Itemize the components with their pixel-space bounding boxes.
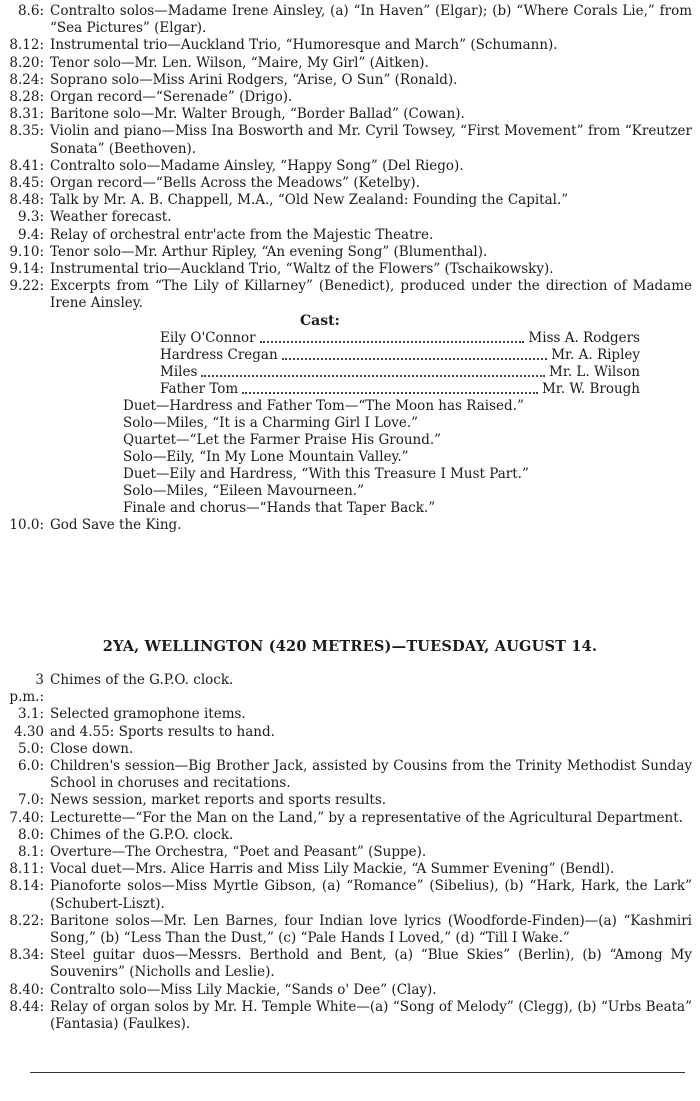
entry-line: Weather forecast.: [50, 209, 172, 226]
cast-actor: Miss A. Rodgers: [528, 329, 640, 346]
entry-line: Contralto solos—Madame Irene Ainsley, (a) “In Haven” (Elgar);: [50, 3, 488, 19]
entry-time: 4.30: [13, 723, 44, 740]
entry-text: [50, 158, 700, 175]
entry-text: [50, 947, 700, 981]
entry-line: Instrumental trio—Auckland Trio, “Humoresque and March” (Schumann).: [50, 37, 558, 54]
cast-row: [160, 330, 640, 347]
entry-time: 8.14:: [9, 878, 44, 895]
entry-line: God Save the King.: [50, 516, 182, 533]
entry-text: [50, 192, 700, 209]
entry-text: [50, 37, 700, 54]
entry-line: Chimes of the G.P.O. clock.: [50, 826, 234, 843]
programme-entry: [0, 672, 700, 706]
entry-time: 3 p.m.:: [9, 672, 44, 706]
entry-time: 8.45:: [9, 175, 44, 192]
entry-time: 8.24:: [9, 71, 44, 88]
entry-line: Organ record—“Bells Across the Meadows” (Ketelby).: [50, 175, 420, 192]
entry-text: [50, 706, 700, 723]
entry-text: [50, 3, 700, 37]
cast-role: Father Tom: [160, 380, 239, 397]
entry-line: (b) “Where Corals Lie,” from “Sea Pictures” (Elgar).: [50, 3, 692, 37]
entry-line: Close down.: [50, 740, 134, 757]
entry-time: 5.0:: [17, 740, 44, 757]
programme-entry: [0, 175, 700, 192]
programme-entry: [0, 517, 700, 534]
programme-entry: [0, 792, 700, 809]
musical-number: Solo—Miles, “Eileen Mavourneen.”: [123, 482, 364, 499]
dot-leader: [260, 341, 525, 343]
entry-line: Baritone solos—Mr. Len Barnes, four Indian love lyrics (Woodforde-Finden)—(a) “Kashmiri Song,” (b) “Less Than the Dust,” (c) “Pale Hands I Loved,” (d) “Till I Wake.”: [50, 912, 692, 947]
entry-text: [50, 724, 700, 741]
cast-role: Hardress Cregan: [160, 346, 278, 363]
entry-line: Tenor solo—Mr. Arthur Ripley, “An evening Song” (Blumenthal).: [50, 243, 488, 260]
programme-entry: [0, 227, 700, 244]
entry-text: [50, 89, 700, 106]
entry-text: [50, 175, 700, 192]
entry-line: Overture—The Orchestra, “Poet and Peasant” (Suppe).: [50, 844, 427, 861]
entry-line: Violin and piano—Miss Ina Bosworth and Mr. Cyril Towsey, “First Movement” from “Kreutzer Sonata” (Beethoven).: [50, 123, 692, 157]
entry-time: 8.31:: [9, 106, 44, 123]
programme-entry: [0, 89, 700, 106]
entry-text: [50, 792, 700, 809]
entry-text: [50, 261, 700, 278]
entry-time: 9.22:: [9, 278, 44, 295]
musical-number: Solo—Miles, “It is a Charming Girl I Love.”: [123, 414, 419, 431]
musical-number: Duet—Eily and Hardress, “With this Treasure I Must Part.”: [123, 465, 529, 482]
entry-text: [50, 244, 700, 261]
station-heading: 2YA, WELLINGTON (420 METRES)—TUESDAY, AUGUST 14.: [102, 638, 598, 655]
entry-time: 8.6:: [17, 3, 44, 19]
entry-time: 8.1:: [17, 844, 44, 861]
entry-text: [50, 982, 700, 999]
programme-2ya-wellington: [0, 672, 700, 1033]
entry-line: Soprano solo—Miss Arini Rodgers, “Arise, O Sun” (Ronald).: [50, 71, 458, 88]
programme-entry: [0, 947, 700, 981]
programme-entry: [0, 106, 700, 123]
entry-time: 8.48:: [9, 192, 44, 209]
programme-entry: [0, 209, 700, 226]
programme-entry: [0, 758, 700, 792]
entry-time: 8.40:: [9, 981, 44, 998]
cast-role: Eily O'Connor: [160, 329, 256, 346]
entry-time: 8.28:: [9, 89, 44, 106]
entry-time: 7.40:: [9, 809, 44, 826]
entry-text: [50, 278, 700, 312]
entry-time: 9.4:: [17, 226, 44, 243]
dot-leader: [242, 392, 538, 394]
programme-entry: [0, 810, 700, 827]
programme-1ya-continued: [0, 3, 700, 534]
cast-heading: Cast:: [300, 312, 340, 329]
entry-line: Relay of orchestral entr'acte from the Majestic Theatre.: [50, 226, 434, 243]
entry-text: [50, 106, 700, 123]
programme-entry: [0, 982, 700, 999]
musical-number: Quartet—“Let the Farmer Praise His Ground.”: [123, 431, 442, 448]
cast-actor: Mr. A. Ripley: [551, 346, 640, 363]
entry-line: Steel guitar duos—Messrs. Berthold and Bent, (a) “Blue Skies” (Berlin), (b) “Among My Souvenirs” (Nicholls and Leslie).: [50, 947, 692, 981]
entry-line: News session, market reports and sports results.: [50, 792, 387, 809]
entry-time: 8.20:: [9, 54, 44, 71]
programme-entry: [0, 706, 700, 723]
entry-text: [50, 123, 700, 157]
entry-line: Excerpts from “The Lily of Killarney” (Benedict), produced under the direction of Madame Irene Ainsley.: [50, 278, 692, 312]
entry-line: Selected gramophone items.: [50, 706, 246, 723]
programme-entry: [0, 123, 700, 157]
entry-line: Lecturette—“For the Man on the Land,” by a representative of the Agricultural Department.: [50, 809, 683, 826]
entry-text: [50, 672, 700, 689]
programme-entry: [0, 55, 700, 72]
entry-text: [50, 517, 700, 534]
entry-time: 10.0:: [9, 516, 44, 533]
entry-line: Tenor solo—Mr. Len. Wilson, “Maire, My Girl” (Aitken).: [50, 54, 429, 71]
programme-entry: [0, 844, 700, 861]
programme-entry: [0, 999, 700, 1033]
cast-row: [160, 347, 640, 364]
programme-entry: [0, 278, 700, 312]
entry-time: 8.12:: [9, 37, 44, 54]
entry-line: Contralto solo—Miss Lily Mackie, “Sands o' Dee” (Clay).: [50, 981, 437, 998]
programme-entry: [0, 913, 700, 947]
musical-number: Solo—Eily, “In My Lone Mountain Valley.”: [123, 448, 409, 465]
cast-row: [160, 381, 640, 398]
entry-time: 8.0:: [17, 826, 44, 843]
entry-time: 9.14:: [9, 261, 44, 278]
entry-line: Chimes of the G.P.O. clock.: [50, 672, 234, 688]
dot-leader: [282, 358, 548, 360]
musical-number: Finale and chorus—“Hands that Taper Back.”: [123, 499, 436, 516]
entry-time: 7.0:: [17, 792, 44, 809]
entry-text: [50, 227, 700, 244]
programme-entry: [0, 72, 700, 89]
entry-text: [50, 810, 700, 827]
entry-line: Baritone solo—Mr. Walter Brough, “Border Ballad” (Cowan).: [50, 106, 465, 123]
entry-text: [50, 878, 700, 912]
cast-actor: Mr. W. Brough: [541, 380, 640, 397]
entry-line: Children's session—Big Brother Jack, assisted by Cousins from the Trinity Methodist Sunday School in choruses and recitations.: [50, 758, 692, 792]
programme-entry: [0, 192, 700, 209]
entry-text: [50, 55, 700, 72]
cast-actor: Mr. L. Wilson: [549, 363, 640, 380]
musical-number: Duet—Hardress and Father Tom—“The Moon has Raised.”: [123, 397, 524, 414]
entry-text: [50, 827, 700, 844]
entry-time: 8.35:: [9, 123, 44, 140]
entry-line: and 4.55: Sports results to hand.: [50, 723, 275, 740]
entry-text: [50, 844, 700, 861]
programme-entry: [0, 261, 700, 278]
cast-row: [160, 364, 640, 381]
entry-line: Pianoforte solos—Miss Myrtle Gibson, (a) “Romance” (Sibelius), (b) “Hark, Hark, the Lark” (Schubert-Liszt).: [50, 878, 692, 912]
entry-time: 8.11:: [9, 861, 44, 878]
programme-entry: [0, 244, 700, 261]
entry-time: 3.1:: [17, 706, 44, 723]
programme-entry: [0, 3, 700, 37]
entry-time: 9.3:: [17, 209, 44, 226]
entry-time: 8.41:: [9, 157, 44, 174]
programme-entry: [0, 861, 700, 878]
programme-entry: [0, 878, 700, 912]
programme-entry: [0, 37, 700, 54]
entry-line: Talk by Mr. A. B. Chappell, M.A., “Old New Zealand: Founding the Capital.”: [50, 192, 569, 209]
entry-line: Relay of organ solos by Mr. H. Temple White—(a) “Song of Melody” (Clegg), (b) “Urbs Beata” (Fantasia) (Faulkes).: [50, 998, 692, 1033]
entry-text: [50, 913, 700, 947]
entry-time: 8.44:: [9, 998, 44, 1015]
programme-entry: [0, 724, 700, 741]
programme-entry: [0, 827, 700, 844]
programme-entry: [0, 741, 700, 758]
entry-time: 8.34:: [9, 947, 44, 964]
entry-text: [50, 741, 700, 758]
entry-time: 6.0:: [17, 758, 44, 775]
bottom-rule: [30, 1072, 685, 1073]
dot-leader: [201, 375, 545, 377]
entry-line: Vocal duet—Mrs. Alice Harris and Miss Lily Mackie, “A Summer Evening” (Bendl).: [50, 861, 615, 878]
entry-time: 8.22:: [9, 912, 44, 929]
entry-time: 9.10:: [9, 243, 44, 260]
entry-text: [50, 72, 700, 89]
entry-text: [50, 758, 700, 792]
entry-text: [50, 999, 700, 1033]
programme-entry: [0, 158, 700, 175]
entry-line: Instrumental trio—Auckland Trio, “Waltz of the Flowers” (Tschaikowsky).: [50, 261, 554, 278]
cast-role: Miles: [160, 363, 198, 380]
entry-text: [50, 861, 700, 878]
entry-line: Organ record—“Serenade” (Drigo).: [50, 89, 293, 106]
entry-text: [50, 209, 700, 226]
entry-line: Contralto solo—Madame Ainsley, “Happy Song” (Del Riego).: [50, 157, 464, 174]
